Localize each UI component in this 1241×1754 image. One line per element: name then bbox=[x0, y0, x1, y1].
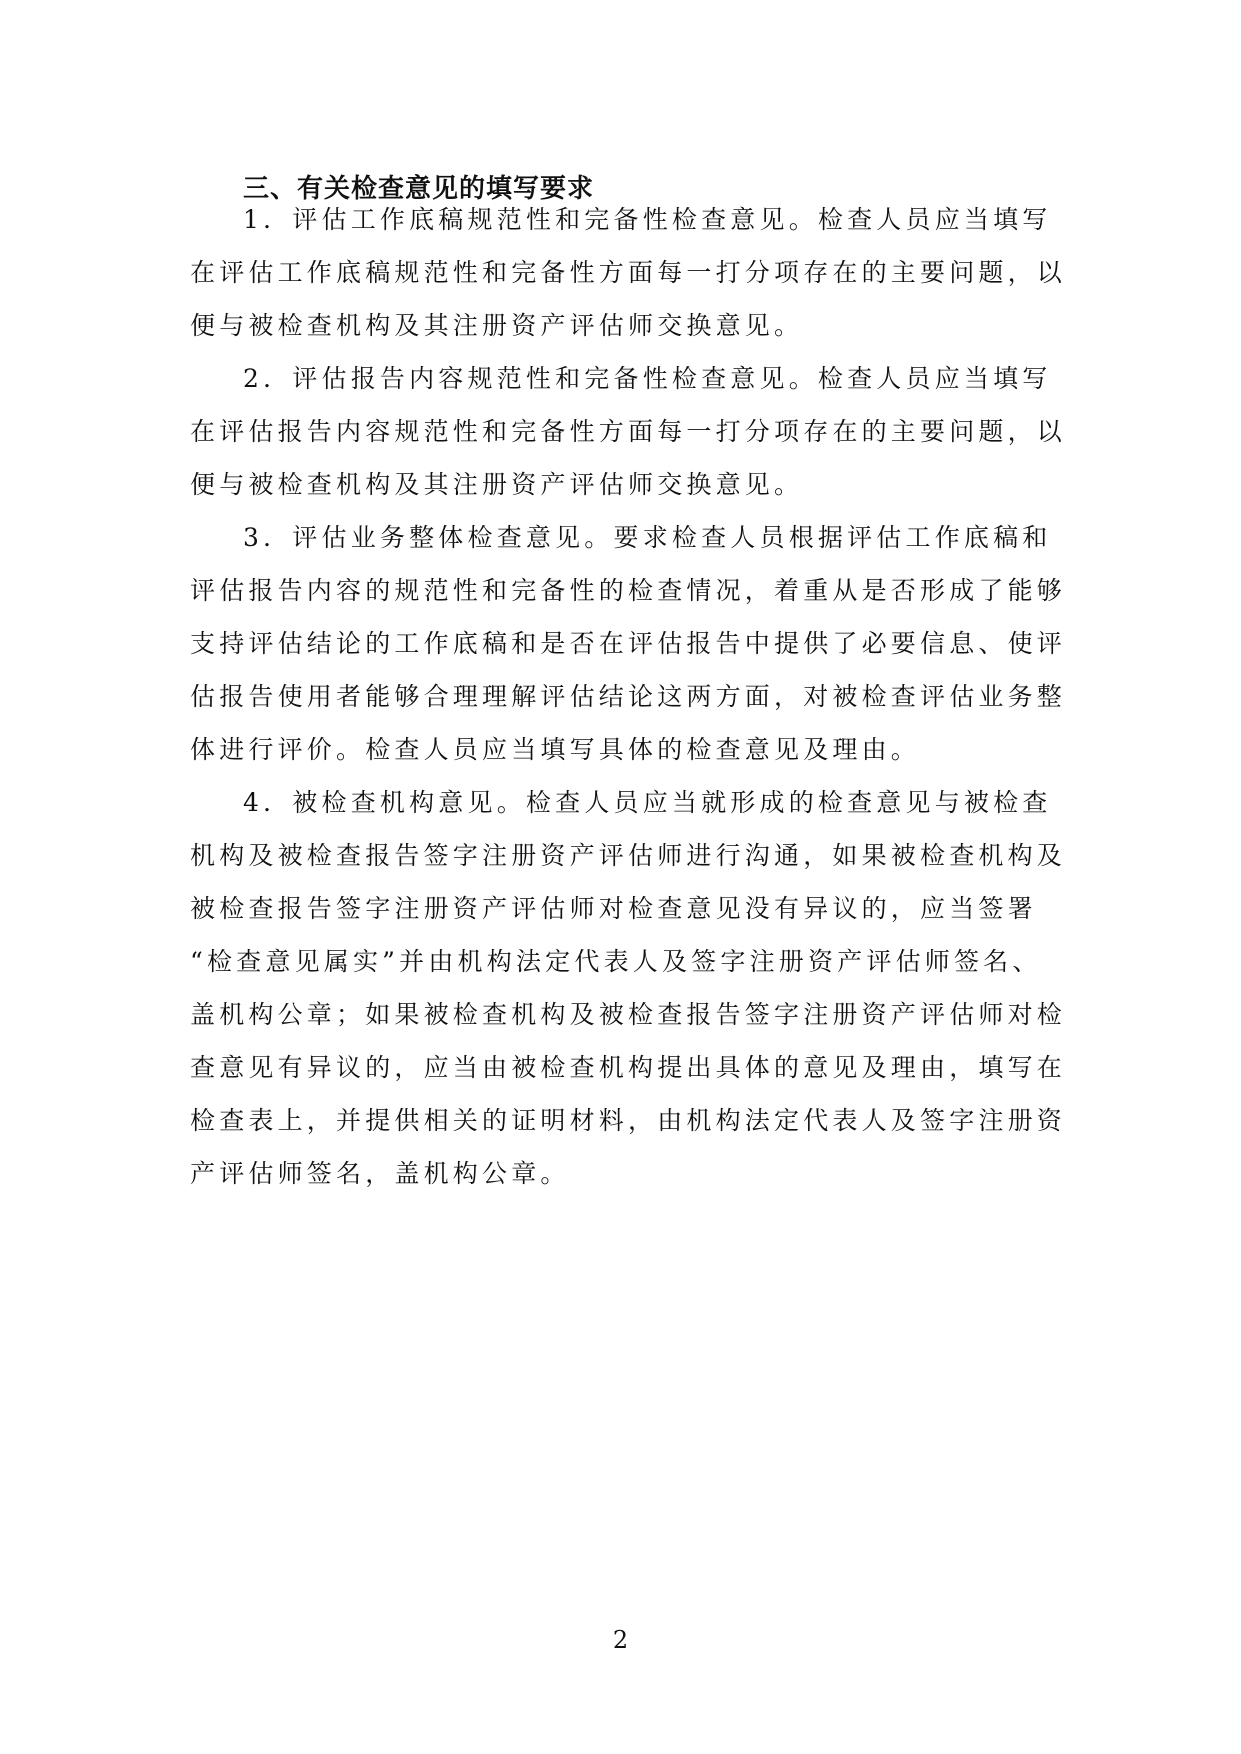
paragraph-3-line-3: 支持评估结论的工作底稿和是否在评估报告中提供了必要信息、使评 bbox=[190, 629, 1067, 658]
paragraph-4-line-1: 4．被检查机构意见。检查人员应当就形成的检查意见与被检查 bbox=[243, 788, 1052, 817]
paragraph-4-line-2: 机构及被检查报告签字注册资产评估师进行沟通，如果被检查机构及 bbox=[190, 841, 1067, 870]
paragraph-4-line-6: 查意见有异议的，应当由被检查机构提出具体的意见及理由，填写在 bbox=[190, 1053, 1067, 1082]
paragraph-4-line-5: 盖机构公章；如果被检查机构及被检查报告签字注册资产评估师对检 bbox=[190, 1000, 1067, 1029]
paragraph-4-line-8: 产评估师签名，盖机构公章。 bbox=[190, 1159, 570, 1188]
section-heading: 三、有关检查意见的填写要求 bbox=[243, 174, 595, 204]
page-number: 2 bbox=[612, 1626, 629, 1654]
paragraph-4-line-7: 检查表上，并提供相关的证明材料，由机构法定代表人及签字注册资 bbox=[190, 1106, 1067, 1135]
paragraph-2-line-2: 在评估报告内容规范性和完备性方面每一打分项存在的主要问题，以 bbox=[190, 417, 1067, 446]
paragraph-3-line-2: 评估报告内容的规范性和完备性的检查情况，着重从是否形成了能够 bbox=[190, 576, 1067, 605]
paragraph-4-line-3: 被检查报告签字注册资产评估师对检查意见没有异议的，应当签署 bbox=[190, 894, 1037, 923]
paragraph-2-line-3: 便与被检查机构及其注册资产评估师交换意见。 bbox=[190, 470, 804, 499]
paragraph-3-line-1: 3．评估业务整体检查意见。要求检查人员根据评估工作底稿和 bbox=[243, 523, 1052, 552]
paragraph-4-line-4: “检查意见属实”并由机构法定代表人及签字注册资产评估师签名、 bbox=[190, 947, 1042, 976]
paragraph-2-line-1: 2．评估报告内容规范性和完备性检查意见。检查人员应当填写 bbox=[243, 364, 1052, 393]
paragraph-1-line-1: 1．评估工作底稿规范性和完备性检查意见。检查人员应当填写 bbox=[243, 205, 1052, 234]
paragraph-3-line-5: 体进行评价。检查人员应当填写具体的检查意见及理由。 bbox=[190, 735, 921, 764]
paragraph-1-line-3: 便与被检查机构及其注册资产评估师交换意见。 bbox=[190, 311, 804, 340]
paragraph-3-line-4: 估报告使用者能够合理理解评估结论这两方面，对被检查评估业务整 bbox=[190, 682, 1067, 711]
paragraph-1-line-2: 在评估工作底稿规范性和完备性方面每一打分项存在的主要问题，以 bbox=[190, 258, 1067, 287]
